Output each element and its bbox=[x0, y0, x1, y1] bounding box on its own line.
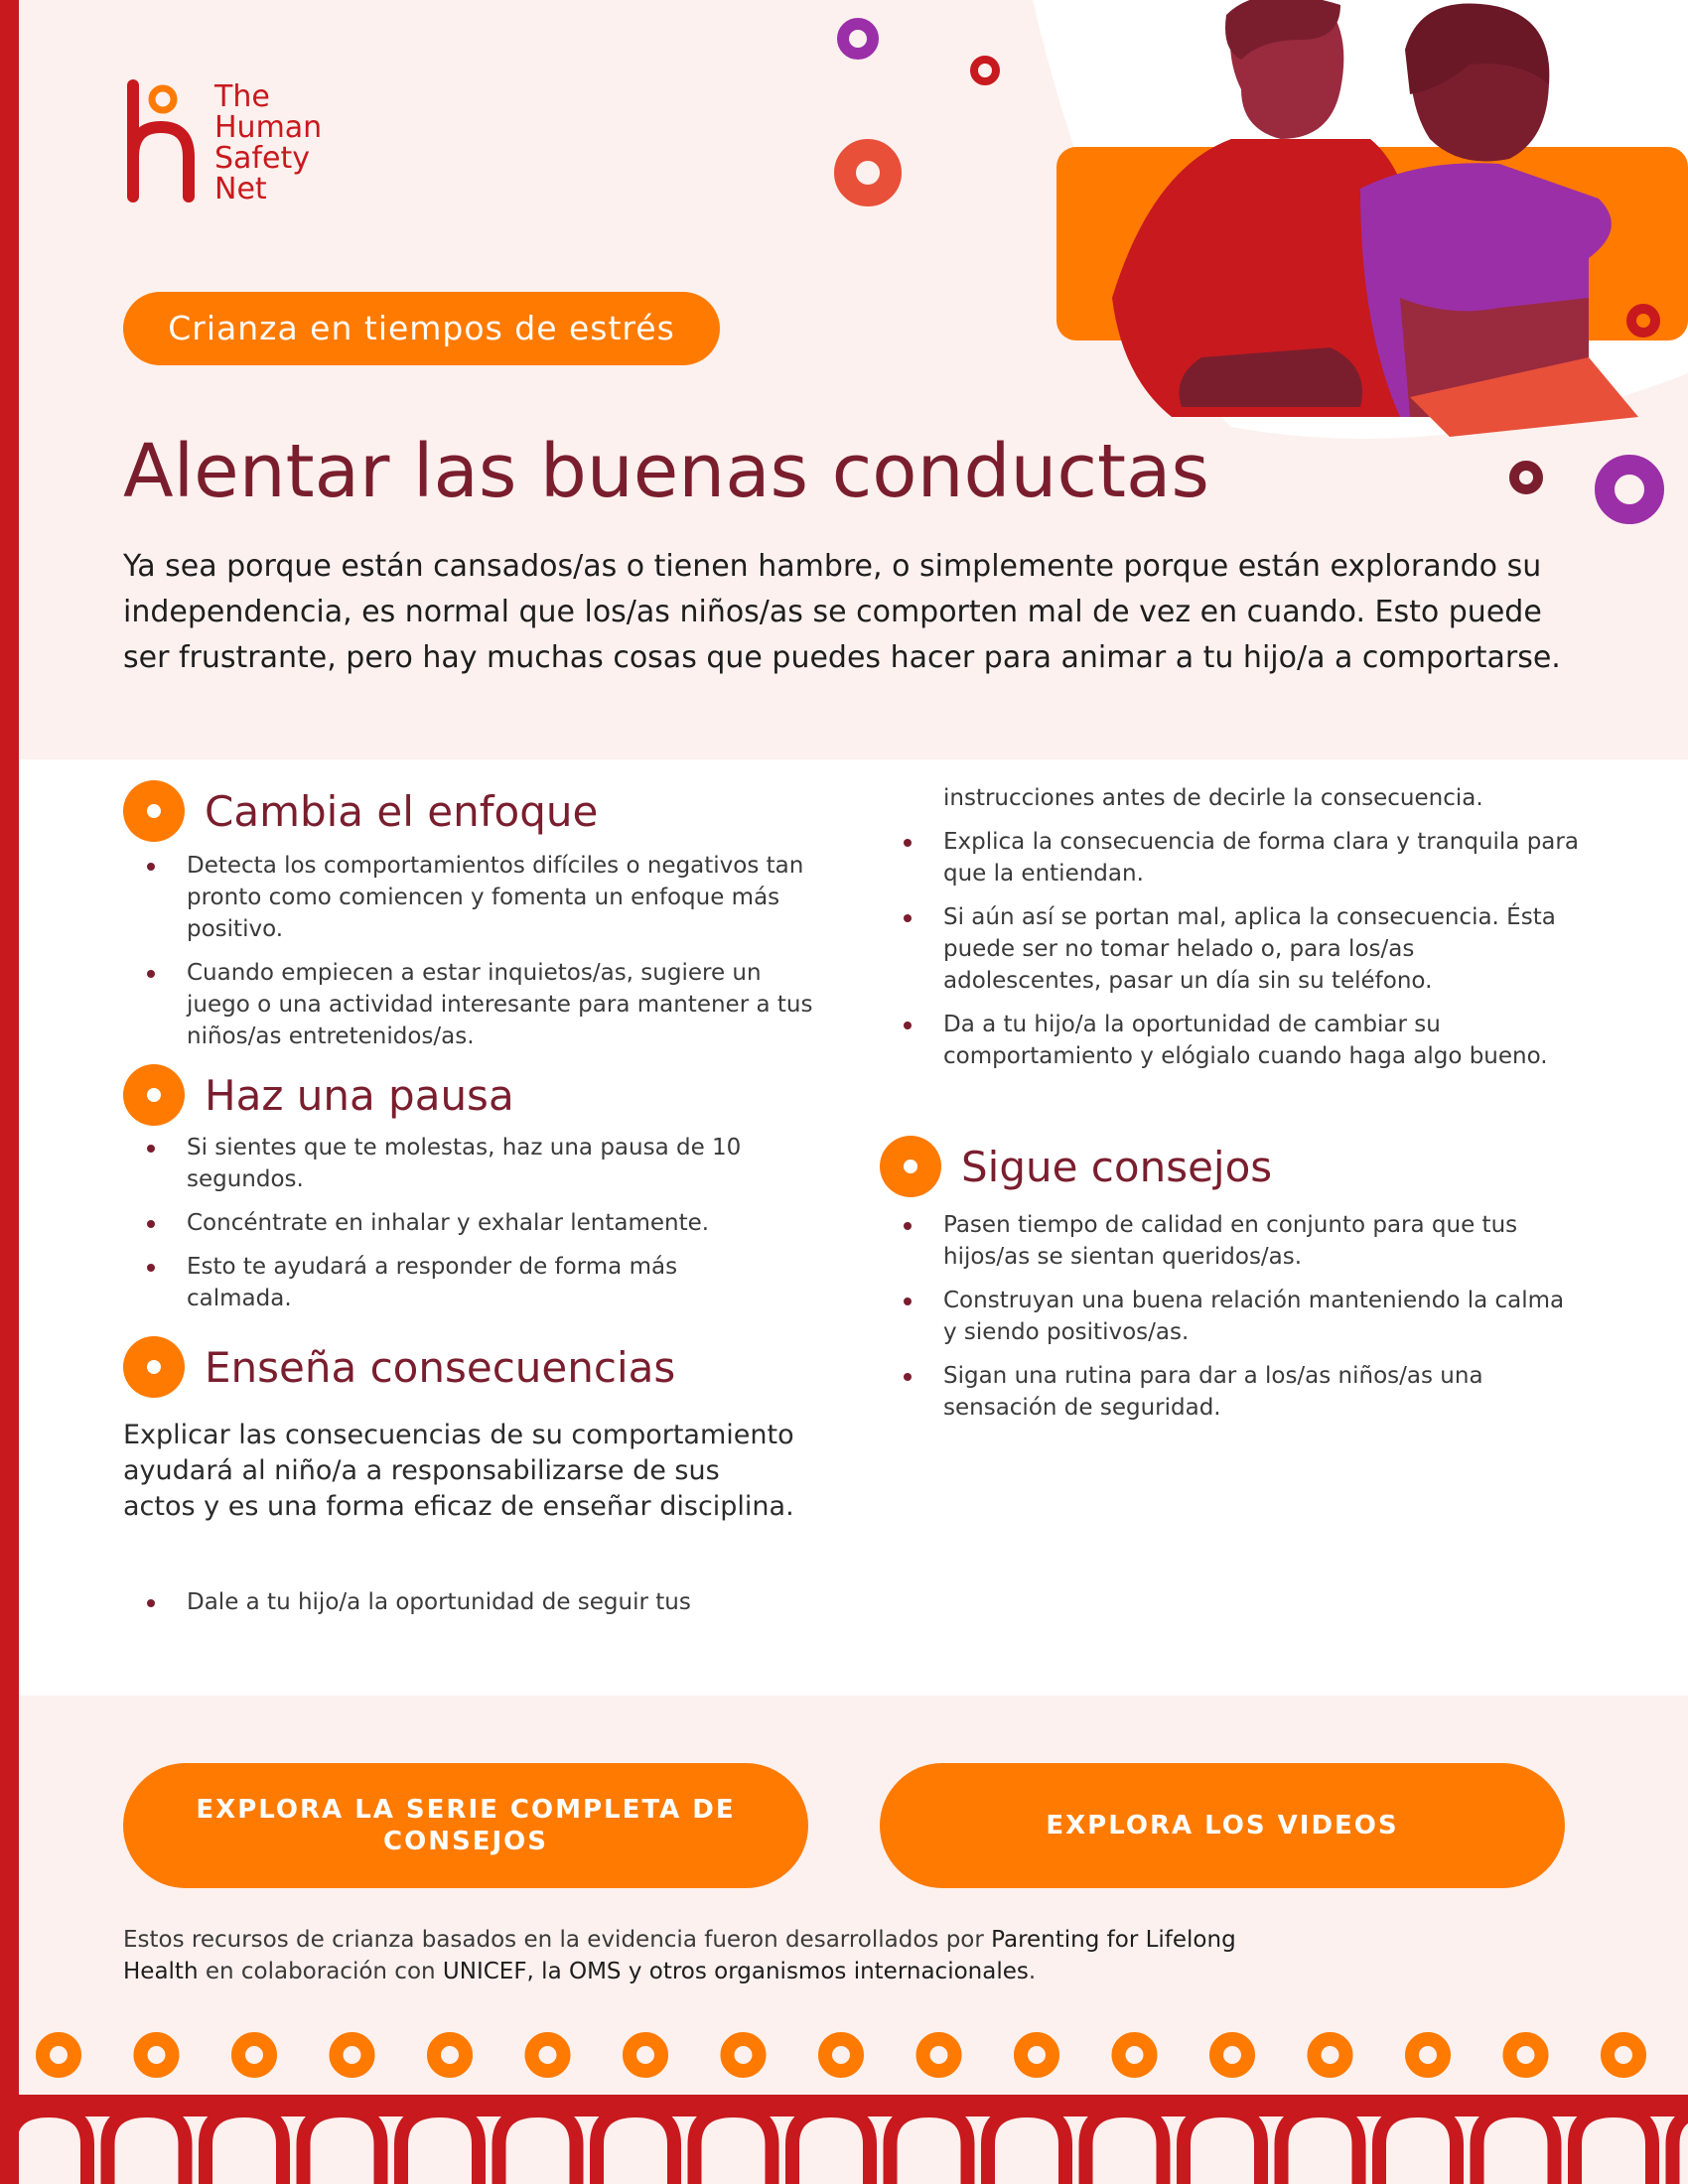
deco-dot bbox=[238, 2039, 270, 2071]
brand-name-line: Human bbox=[214, 110, 323, 145]
credit-text-part: . bbox=[1028, 1959, 1037, 1984]
deco-arch bbox=[499, 2111, 577, 2184]
credit-link-pflh[interactable]: Parenting for Lifelong Health bbox=[123, 1927, 1236, 1984]
list-item: Si sientes que te molestas, haz una pausa de 10 segundos. bbox=[147, 1132, 782, 1195]
deco-dot bbox=[1216, 2039, 1248, 2071]
deco-arch bbox=[1379, 2111, 1457, 2184]
decorative-arch-pattern bbox=[0, 2025, 1688, 2184]
hsn-logo-icon bbox=[123, 79, 203, 204]
deco-arch bbox=[206, 2111, 283, 2184]
list-item: Sigan una rutina para dar a los/as niños/as una sensación de seguridad. bbox=[904, 1360, 1579, 1424]
series-label-badge: Crianza en tiempos de estrés bbox=[123, 292, 720, 365]
deco-arch bbox=[1086, 2111, 1164, 2184]
deco-ring bbox=[970, 56, 1000, 85]
deco-arch bbox=[1575, 2111, 1652, 2184]
deco-dot bbox=[43, 2039, 74, 2071]
credit-text-part: Estos recursos de crianza basados en la evidencia fueron desarrollados por bbox=[123, 1927, 992, 1953]
list-item: Dale a tu hijo/a la oportunidad de seguir tus bbox=[147, 1586, 822, 1618]
brand-name-line: Net bbox=[214, 172, 267, 206]
deco-dot bbox=[1119, 2039, 1151, 2071]
explore-series-button[interactable]: EXPLORA LA SERIE COMPLETA DE CONSEJOS bbox=[123, 1763, 808, 1888]
section-bullet-icon bbox=[123, 1336, 185, 1398]
list-item: Detecta los comportamientos difíciles o negativos tan pronto como comiencen y fomenta un enfoque más positivo. bbox=[147, 850, 822, 945]
deco-arch bbox=[792, 2111, 870, 2184]
section-title: Cambia el enfoque bbox=[205, 786, 599, 836]
section-title: Enseña consecuencias bbox=[205, 1342, 676, 1392]
deco-arch bbox=[891, 2111, 968, 2184]
deco-dot bbox=[532, 2039, 564, 2071]
credit-link-unicef[interactable]: UNICEF, la OMS y otros organismos internacionales bbox=[442, 1959, 1029, 1984]
deco-dot bbox=[630, 2039, 661, 2071]
list-item: Da a tu hijo/a la oportunidad de cambiar su comportamiento y elógialo cuando haga algo bueno. bbox=[904, 1009, 1579, 1072]
deco-arch bbox=[1184, 2111, 1261, 2184]
deco-dot bbox=[141, 2039, 173, 2071]
section-bullet-icon bbox=[123, 1064, 185, 1126]
deco-ring bbox=[837, 18, 879, 60]
brand-name-line: The bbox=[214, 79, 270, 114]
deco-arch bbox=[597, 2111, 674, 2184]
deco-dot bbox=[825, 2039, 857, 2071]
deco-dot bbox=[337, 2039, 368, 2071]
deco-dot bbox=[1021, 2039, 1053, 2071]
deco-arch bbox=[401, 2111, 479, 2184]
deco-ring bbox=[1595, 455, 1664, 524]
explore-videos-button[interactable]: EXPLORA LOS VIDEOS bbox=[880, 1763, 1565, 1888]
deco-dot bbox=[1608, 2039, 1639, 2071]
deco-dot bbox=[923, 2039, 955, 2071]
section-consecuencias-paragraph: Explicar las consecuencias de su comportamiento ayudará al niño/a a responsabilizarse de sus actos y es una forma eficaz de enseñar disciplina. bbox=[123, 1420, 794, 1522]
section-consecuencias-list bbox=[904, 826, 1579, 1084]
deco-ring bbox=[834, 139, 902, 206]
brand-logo[interactable] bbox=[123, 79, 361, 208]
credit-text-part: en colaboración con bbox=[198, 1959, 443, 1984]
section-consecuencias-header bbox=[123, 1336, 675, 1398]
deco-dot bbox=[728, 2039, 760, 2071]
deco-arch bbox=[1673, 2111, 1688, 2184]
deco-arch bbox=[1282, 2111, 1359, 2184]
deco-arch bbox=[108, 2111, 186, 2184]
deco-arch bbox=[1477, 2111, 1555, 2184]
deco-arch bbox=[695, 2111, 773, 2184]
deco-dot bbox=[1315, 2039, 1346, 2071]
section-consejos-header bbox=[880, 1136, 1272, 1197]
brand-name-line: Safety bbox=[214, 141, 310, 176]
credit-text bbox=[123, 1924, 1265, 1987]
list-item: Explica la consecuencia de forma clara y tranquila para que la entiendan. bbox=[904, 826, 1579, 889]
section-bullet-icon bbox=[880, 1136, 941, 1197]
section-consecuencias-list-start bbox=[147, 1586, 822, 1630]
deco-arch bbox=[988, 2111, 1065, 2184]
deco-dot bbox=[434, 2039, 466, 2071]
section-title: Haz una pausa bbox=[205, 1070, 514, 1120]
deco-dot bbox=[1412, 2039, 1444, 2071]
section-enfoque-list bbox=[147, 850, 822, 1064]
deco-ring bbox=[1509, 461, 1543, 494]
deco-ring bbox=[1626, 304, 1660, 338]
section-enfoque-header bbox=[123, 780, 598, 842]
left-accent-bar bbox=[0, 0, 19, 2184]
section-pausa-list bbox=[147, 1132, 782, 1326]
page-title: Alentar las buenas conductas bbox=[123, 429, 1209, 514]
section-title: Sigue consejos bbox=[961, 1142, 1273, 1191]
deco-dot bbox=[1510, 2039, 1542, 2071]
brand-name bbox=[214, 81, 363, 205]
list-item: Si aún así se portan mal, aplica la consecuencia. Ésta puede ser no tomar helado o, para los/as adolescentes, pasar un día sin su teléfono. bbox=[904, 901, 1579, 997]
list-item: Concéntrate en inhalar y exhalar lentamente. bbox=[147, 1207, 782, 1239]
list-item: Construyan una buena relación manteniendo la calma y siendo positivos/as. bbox=[904, 1285, 1579, 1348]
list-item: Esto te ayudará a responder de forma más calmada. bbox=[147, 1251, 782, 1314]
deco-arch bbox=[10, 2111, 87, 2184]
section-bullet-icon bbox=[123, 780, 185, 842]
section-consejos-list bbox=[904, 1209, 1579, 1435]
deco-arch bbox=[304, 2111, 381, 2184]
list-item-continuation: instrucciones antes de decirle la consecuencia. bbox=[943, 785, 1483, 811]
intro-paragraph: Ya sea porque están cansados/as o tienen hambre, o simplemente porque están explorando su independencia, es normal que los/as niños/as se comporten mal de vez en cuando. Esto puede ser frustrante, pero hay muchas cosas que puedes hacer para animar a tu hijo/a a comportarse. bbox=[123, 549, 1561, 675]
list-item: Cuando empiecen a estar inquietos/as, sugiere un juego o una actividad interesante para mantener a tus niños/as entretenidos/as. bbox=[147, 957, 822, 1052]
section-pausa-header bbox=[123, 1064, 514, 1126]
list-item: Pasen tiempo de calidad en conjunto para que tus hijos/as se sientan queridos/as. bbox=[904, 1209, 1579, 1273]
